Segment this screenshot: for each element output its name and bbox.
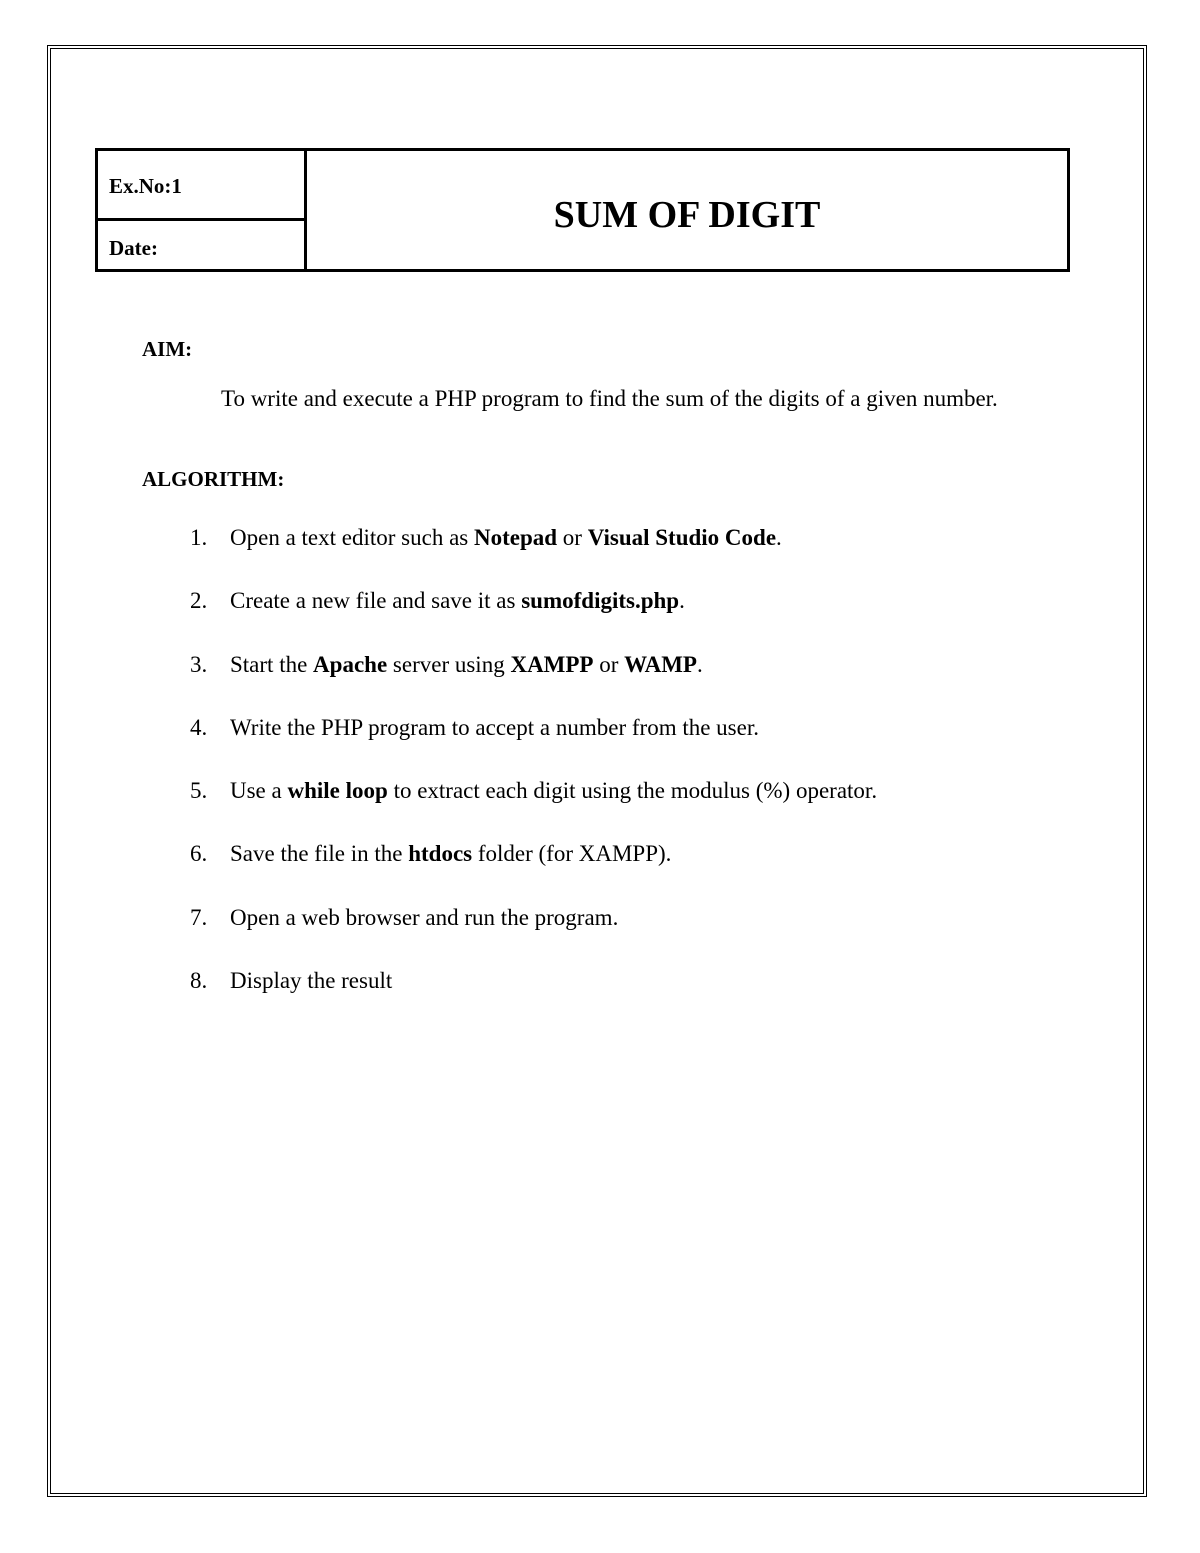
step-text-segment: .: [776, 525, 782, 550]
algorithm-step: [190, 778, 1090, 841]
algorithm-step: [190, 588, 1090, 651]
step-text-bold: Visual Studio Code: [587, 525, 777, 550]
step-text: [230, 905, 618, 931]
date-label: Date:: [109, 236, 158, 260]
step-text-segment: Create a new file and save it as: [230, 588, 522, 614]
step-text: [230, 715, 759, 741]
header-left-column: [98, 151, 307, 269]
header-table: [95, 148, 1070, 272]
step-text: [230, 841, 671, 867]
step-text-segment: folder (for XAMPP).: [472, 841, 672, 867]
step-text-segment: Display the result: [230, 968, 393, 994]
step-text-bold: Apache: [313, 651, 388, 677]
step-text-bold: XAMPP: [510, 651, 594, 677]
algorithm-step: [190, 652, 1090, 715]
step-text-bold: htdocs: [408, 841, 473, 867]
page-title: SUM OF DIGIT: [553, 194, 821, 236]
step-text-segment: Save the file in the: [230, 841, 409, 867]
exercise-number: Ex.No:1: [98, 151, 304, 221]
algorithm-heading: ALGORITHM:: [142, 467, 285, 491]
algorithm-step: [190, 841, 1090, 904]
step-number: 2.: [190, 588, 208, 614]
aim-heading: AIM:: [142, 337, 193, 361]
step-text: [230, 778, 877, 804]
step-text-segment: to extract each digit using the modulus (%) operator.: [387, 778, 878, 804]
step-number: 5.: [190, 778, 208, 804]
step-text: [230, 652, 703, 678]
algorithm-steps-list: [190, 525, 1090, 1031]
step-text: [230, 588, 685, 614]
aim-text: To write and execute a PHP program to find the sum of the digits of a given number.: [221, 386, 998, 411]
step-text: [230, 525, 782, 551]
step-text-segment: .: [696, 651, 703, 677]
step-number: 4.: [190, 714, 208, 740]
step-text-segment: .: [679, 588, 685, 614]
step-text-segment: Open a web browser and run the program.: [230, 904, 619, 930]
step-text-bold: while loop: [287, 778, 388, 804]
step-text-segment: or: [593, 651, 625, 677]
step-text-segment: Start the: [230, 651, 314, 677]
step-text-segment: Open a text editor such as: [230, 525, 474, 550]
step-number: 7.: [190, 904, 208, 930]
step-text-segment: Write the PHP program to accept a number from the user.: [230, 714, 759, 740]
step-text-bold: Notepad: [473, 525, 558, 550]
step-text-segment: Use a: [230, 778, 288, 804]
step-text-segment: server using: [387, 651, 511, 677]
algorithm-step: [190, 525, 1090, 588]
algorithm-step: [190, 905, 1090, 968]
step-number: 1.: [190, 525, 208, 550]
step-number: 6.: [190, 841, 208, 867]
step-text: [230, 968, 392, 994]
algorithm-step: [190, 968, 1090, 1031]
algorithm-step: [190, 715, 1090, 778]
step-text-bold: sumofdigits.php: [521, 588, 680, 614]
step-text-segment: or: [557, 525, 588, 550]
step-number: 3.: [190, 651, 208, 677]
step-text-bold: WAMP: [624, 651, 697, 677]
step-number: 8.: [190, 968, 208, 994]
